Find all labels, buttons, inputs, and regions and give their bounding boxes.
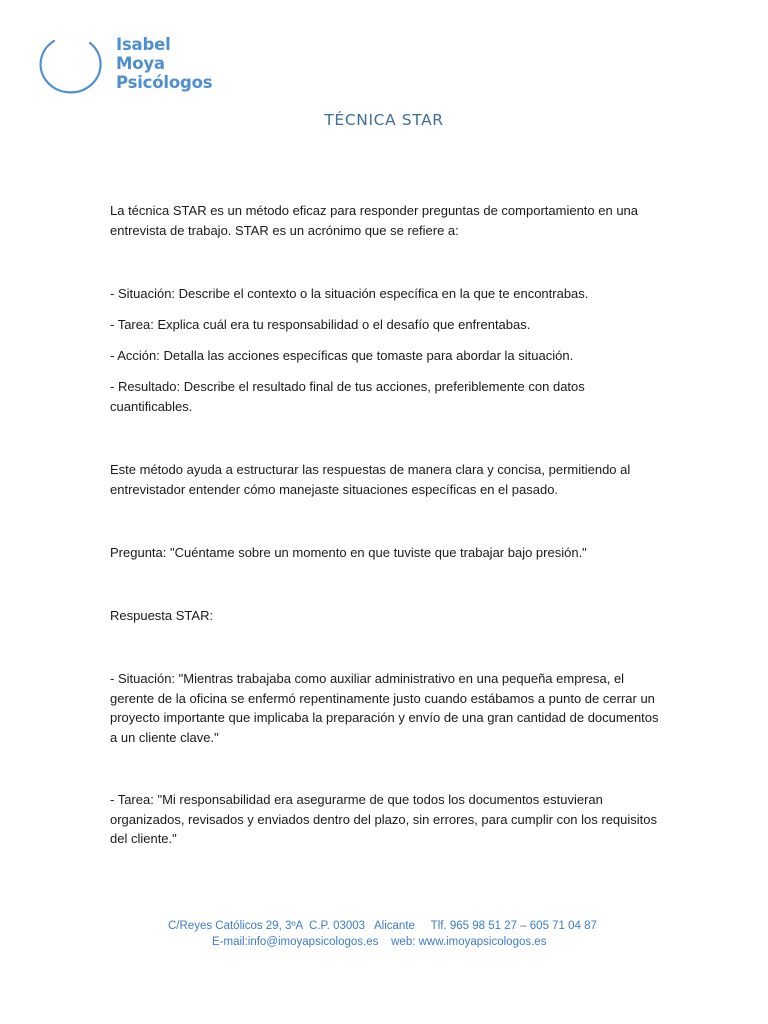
list-item-tarea: - Tarea: Explica cuál era tu responsabilidad o el desafío que enfrentabas. xyxy=(110,317,531,332)
answer-tarea: - Tarea: "Mi responsabilidad era asegurarme de que todos los documentos estuvieran organizados, revisados y enviados dentro del plazo, sin errores, para cumplir con los requisitos del cliente." xyxy=(110,792,658,846)
intro-paragraph: La técnica STAR es un método eficaz para responder preguntas de comportamiento en una entrevista de trabajo. STAR es un acrónimo que se refiere a: xyxy=(110,203,639,238)
brand-line-3: Psicólogos xyxy=(116,73,213,92)
logo-ring-icon xyxy=(38,33,104,95)
footer-contact: E-mail:info@imoyapsicologos.es web: www.imoyapsicologos.es xyxy=(212,936,547,948)
brand-name xyxy=(116,35,212,92)
answer-heading: Respuesta STAR: xyxy=(110,608,214,623)
list-item-accion: - Acción: Detalla las acciones específicas que tomaste para abordar la situación. xyxy=(110,348,574,363)
brand-line-1: Isabel xyxy=(116,35,171,54)
method-paragraph: Este método ayuda a estructurar las respuestas de manera clara y concisa, permitiendo al entrevistador entender cómo manejaste situaciones específicas en el pasado. xyxy=(110,462,631,497)
brand-logo xyxy=(38,33,238,97)
list-item-situacion: - Situación: Describe el contexto o la situación específica en la que te encontrabas. xyxy=(110,286,589,301)
document-title: TÉCNICA STAR xyxy=(324,111,444,129)
list-item-resultado: - Resultado: Describe el resultado final de tus acciones, preferiblemente con datos cuantificables. xyxy=(110,379,585,414)
brand-line-2: Moya xyxy=(116,54,165,73)
question-paragraph: Pregunta: "Cuéntame sobre un momento en que tuviste que trabajar bajo presión." xyxy=(110,545,587,560)
footer-address: C/Reyes Católicos 29, 3ºA C.P. 03003 Alicante Tlf. 965 98 51 27 – 605 71 04 87 xyxy=(168,920,597,932)
answer-situacion: - Situación: "Mientras trabajaba como auxiliar administrativo en una pequeña empresa, el gerente de la oficina se enfermó repentinamente justo cuando estábamos a punto de cerrar un proyecto importante que implicaba la preparación y envío de una gran cantidad de documentos a un cliente clave." xyxy=(110,671,659,745)
